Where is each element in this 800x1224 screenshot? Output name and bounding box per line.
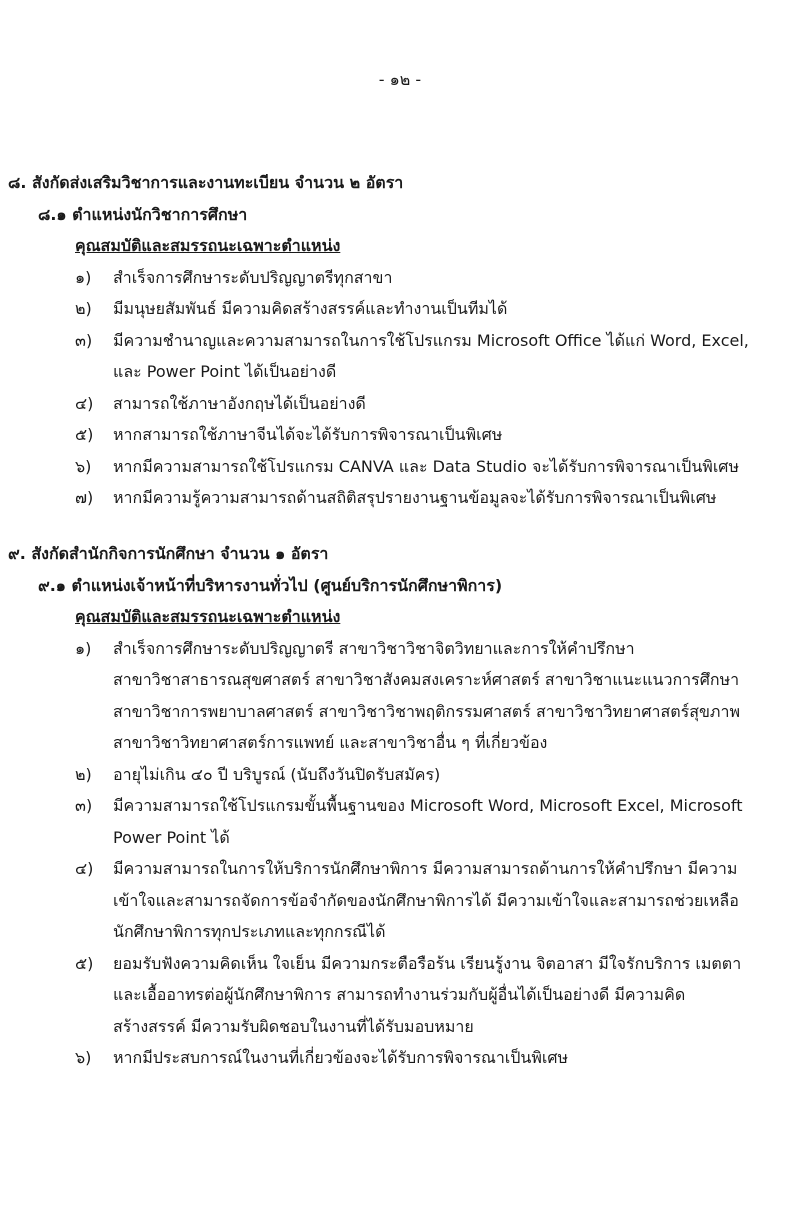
item-text: สำเร็จการศึกษาระดับปริญญาตรี สาขาวิชาวิชาจิตวิทยาและการให้คำปรึกษา (113, 638, 635, 658)
item-number: ๑) (75, 638, 92, 658)
item-number: ๒) (75, 764, 92, 784)
item-text: มีความชำนาญและความสามารถในการใช้โปรแกรม Microsoft Office ได้แก่ Word, Excel, (113, 330, 749, 350)
item-text: มีมนุษยสัมพันธ์ มีความคิดสร้างสรรค์และทำงานเป็นทีมได้ (113, 299, 508, 318)
item-text: ยอมรับฟังความคิดเห็น ใจเย็น มีความกระตือรือร้น เรียนรู้งาน จิตอาสา มีใจรักบริการ เมตตา (113, 953, 742, 973)
item-text: หากมีประสบการณ์ในงานที่เกี่ยวข้องจะได้รับการพิจารณาเป็นพิเศษ (113, 1048, 569, 1067)
section-heading: ๘. สังกัดส่งเสริมวิชาการและงานทะเบียน จำนวน ๒ อัตรา (8, 173, 404, 192)
item-text: สำเร็จการศึกษาระดับปริญญาตรีทุกสาขา (113, 267, 393, 287)
item-text: สร้างสรรค์ มีความรับผิดชอบในงานที่ได้รับมอบหมาย (113, 1016, 474, 1036)
item-number: ๕) (75, 425, 94, 444)
item-text: นักศึกษาพิการทุกประเภทและทุกกรณีได้ (113, 922, 386, 941)
item-text: สาขาวิชาสาธารณสุขศาสตร์ สาขาวิชาสังคมสงเคราะห์ศาสตร์ สาขาวิชาแนะแนวการศึกษา (113, 670, 740, 689)
item-text: สามารถใช้ภาษาอังกฤษได้เป็นอย่างดี (113, 393, 366, 413)
item-text: และ Power Point ได้เป็นอย่างดี (113, 362, 337, 381)
item-text: หากสามารถใช้ภาษาจีนได้จะได้รับการพิจารณาเป็นพิเศษ (113, 425, 503, 444)
position-title: ๘.๑ ตำแหน่งนักวิชาการศึกษา (38, 204, 248, 224)
item-text: มีความสามารถใช้โปรแกรมขั้นพื้นฐานของ Microsoft Word, Microsoft Excel, Microsoft (113, 796, 743, 815)
item-text: หากมีความสามารถใช้โปรแกรม CANVA และ Data Studio จะได้รับการพิจารณาเป็นพิเศษ (113, 456, 739, 476)
item-text: Power Point ได้ (113, 827, 230, 847)
position-title: ๙.๑ ตำแหน่งเจ้าหน้าที่บริหารงานทั่วไป (ศูนย์บริการนักศึกษาพิการ) (38, 575, 503, 595)
item-number: ๕) (75, 953, 94, 973)
item-number: ๖) (75, 1048, 92, 1067)
item-number: ๑) (75, 267, 92, 287)
item-number: ๗) (75, 488, 94, 507)
item-text: อายุไม่เกิน ๔๐ ปี บริบูรณ์ (นับถึงวันปิดรับสมัคร) (113, 764, 441, 784)
item-text: สาขาวิชาวิทยาศาสตร์การแพทย์ และสาขาวิชาอื่น ๆ ที่เกี่ยวข้อง (113, 733, 548, 752)
item-number: ๔) (75, 393, 94, 413)
item-number: ๖) (75, 456, 92, 476)
section-heading: ๙. สังกัดสำนักกิจการนักศึกษา จำนวน ๑ อัตรา (8, 544, 329, 563)
item-number: ๓) (75, 330, 93, 350)
item-text: เข้าใจและสามารถจัดการข้อจำกัดของนักศึกษาพิการได้ มีความเข้าใจและสามารถช่วยเหลือ (113, 890, 739, 910)
item-text: มีความสามารถในการให้บริการนักศึกษาพิการ มีความสามารถด้านการให้คำปรึกษา มีความ (113, 859, 738, 878)
item-number: ๔) (75, 859, 94, 878)
item-number: ๓) (75, 796, 93, 815)
item-text: และเอื้ออาทรต่อผู้นักศึกษาพิการ สามารถทำงานร่วมกับผู้อื่นได้เป็นอย่างดี มีความคิด (113, 985, 686, 1004)
item-number: ๒) (75, 299, 92, 318)
qualifications-heading: คุณสมบัติและสมรรถนะเฉพาะตำแหน่ง (75, 236, 341, 255)
qualifications-heading: คุณสมบัติและสมรรถนะเฉพาะตำแหน่ง (75, 607, 341, 626)
item-text: หากมีความรู้ความสามารถด้านสถิติสรุปรายงานฐานข้อมูลจะได้รับการพิจารณาเป็นพิเศษ (113, 488, 717, 507)
page-number: - ๑๒ - (378, 70, 422, 89)
item-text: สาขาวิชาการพยาบาลศาสตร์ สาขาวิชาวิชาพฤติกรรมศาสตร์ สาขาวิชาวิทยาศาสตร์สุขภาพ (113, 701, 741, 721)
